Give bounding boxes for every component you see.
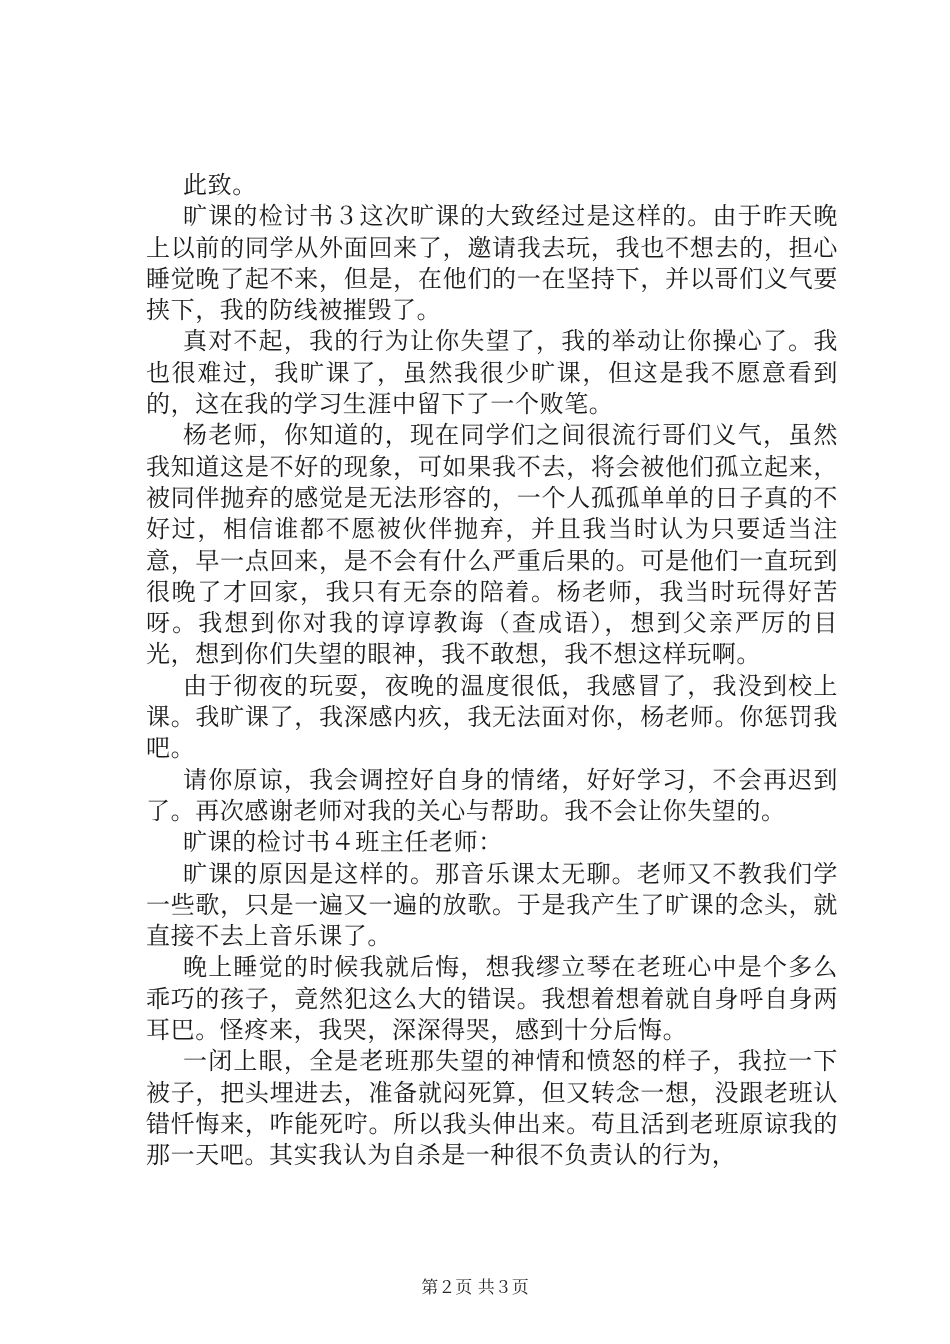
paragraph-illness: 由于彻夜的玩耍，夜晚的温度很低，我感冒了，我没到校上课。我旷课了，我深感内疚，我无法面对你，杨老师。你惩罚我吧。	[146, 671, 838, 763]
page-footer: 第２页 共３页	[421, 1278, 529, 1298]
paragraph-apology: 真对不起，我的行为让你失望了，我的举动让你操心了。我也很难过，我旷课了，虽然我很少旷课，但这是我不愿意看到的，这在我的学习生涯中留下了一个败笔。	[146, 327, 838, 419]
paragraph-promise: 请你原谅，我会调控好自身的情绪，好好学习，不会再迟到了。再次感谢老师对我的关心与帮助。我不会让你失望的。	[146, 765, 838, 825]
paragraph-regret: 晚上睡觉的时候我就后悔，想我缪立琴在老班心中是个多么乖巧的孩子，竟然犯这么大的错误。我想着想着就自身呼自身两耳巴。怪疼来，我哭，深深得哭，感到十分后悔。	[146, 953, 838, 1045]
paragraph-reflection: 一闭上眼，全是老班那失望的神情和愤怒的样子，我拉一下被子，把头埋进去，准备就闷死算，但又转念一想，没跟老班认错忏悔来，咋能死咛。所以我头伸出来。苟且活到老班原谅我的那一天吧。其实我认为自杀是一种很不负责认的行为，	[146, 1047, 838, 1170]
paragraph-review-3-intro: 旷课的检讨书３这次旷课的大致经过是这样的。由于昨天晚上以前的同学从外面回来了，邀请我去玩，我也不想去的，担心睡觉晚了起不来，但是，在他们的一在坚持下，并以哥们义气要挟下，我的防线被摧毁了。	[146, 202, 838, 325]
paragraph-reason: 旷课的原因是这样的。那音乐课太无聊。老师又不教我们学一些歌，只是一遍又一遍的放歌。于是我产生了旷课的念头，就直接不去上音乐课了。	[146, 859, 838, 951]
paragraph-closing: 此致。	[183, 171, 257, 199]
document-body	[146, 170, 838, 1172]
paragraph-explanation: 杨老师，你知道的，现在同学们之间很流行哥们义气，虽然我知道这是不好的现象，可如果我不去，将会被他们孤立起来，被同伴抛弃的感觉是无法形容的，一个人孤孤单单的日子真的不好过，相信谁都不愿被伙伴抛弃，并且我当时认为只要适当注意，早一点回来，是不会有什么严重后果的。可是他们一直玩到很晚了才回家，我只有无奈的陪着。杨老师，我当时玩得好苦呀。我想到你对我的谆谆教诲（查成语），想到父亲严厉的目光，想到你们失望的眼神，我不敢想，我不想这样玩啊。	[146, 421, 838, 669]
paragraph-review-4-heading: 旷课的检讨书４班主任老师：	[183, 828, 503, 857]
